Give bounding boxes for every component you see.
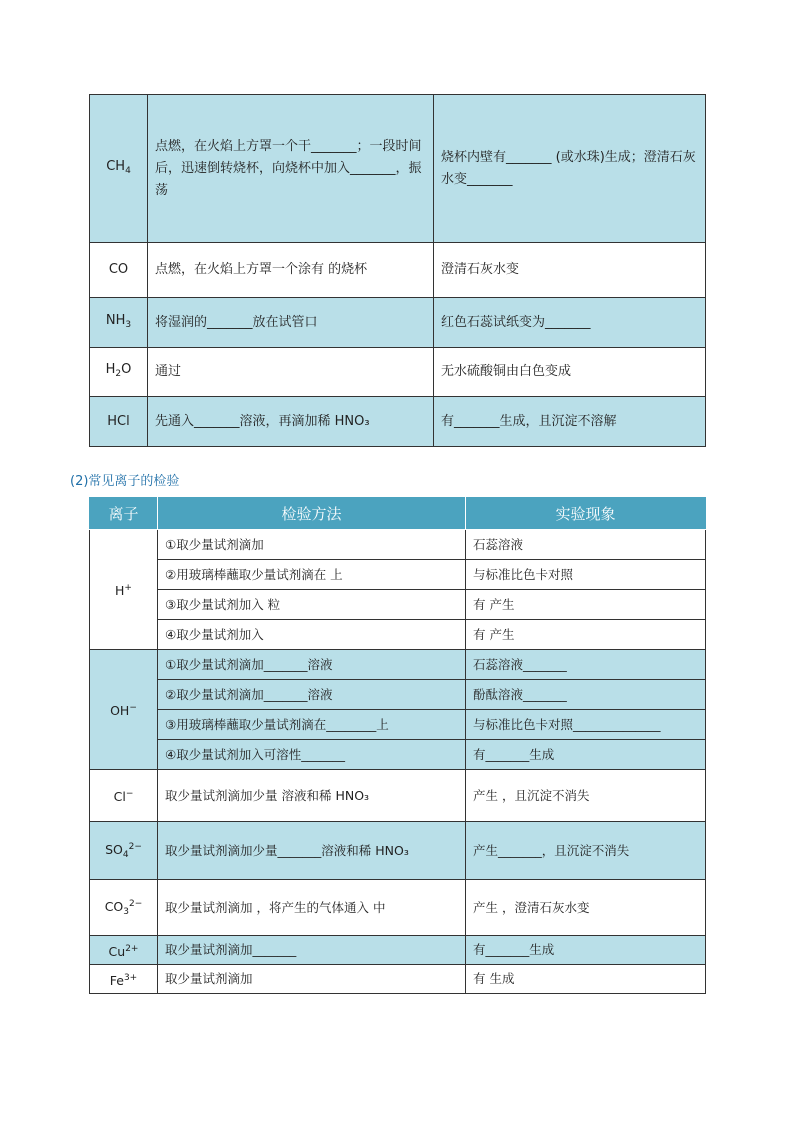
- test-result: 与标准比色卡对照: [466, 560, 706, 590]
- formula-base: NH: [105, 312, 126, 328]
- formula-superscript: 2−: [129, 898, 143, 909]
- formula-superscript: 3+: [123, 972, 138, 983]
- formula-base: H: [115, 583, 125, 598]
- table-row: [90, 880, 706, 936]
- test-result: 石蕊溶液: [466, 530, 706, 560]
- table-row: [90, 560, 706, 590]
- table-row: [90, 770, 706, 822]
- formula-base: SO: [105, 841, 123, 857]
- table-row: [90, 710, 706, 740]
- formula-subscript: 4: [125, 165, 131, 176]
- test-method: 取少量试剂滴加: [158, 965, 466, 994]
- test-method: 先通入_______溶液，再滴加稀 HNO₃: [148, 397, 434, 447]
- test-method: ③用玻璃棒蘸取少量试剂滴在________上: [158, 710, 466, 740]
- test-method: ①取少量试剂滴加: [158, 530, 466, 560]
- table-header: [90, 498, 706, 530]
- test-result: 无水硫酸铜由白色变成: [434, 348, 706, 397]
- test-method: ②取少量试剂滴加_______溶液: [158, 680, 466, 710]
- formula-superscript: 2−: [128, 841, 142, 852]
- test-result: 与标准比色卡对照______________: [466, 710, 706, 740]
- formula-base: Cl: [113, 789, 126, 804]
- formula-subscript: 3: [125, 319, 132, 330]
- ion-formula: [90, 530, 158, 650]
- test-method: 取少量试剂滴加少量 溶液和稀 HNO₃: [158, 770, 466, 822]
- formula-base: Fe: [109, 972, 124, 988]
- test-method: 将湿润的_______放在试管口: [148, 298, 434, 348]
- table-row: [90, 740, 706, 770]
- test-result: 有 生成: [466, 965, 706, 994]
- table-row: [90, 620, 706, 650]
- formula-base: Cu: [108, 943, 126, 959]
- test-method: ③取少量试剂加入 粒: [158, 590, 466, 620]
- test-result: 烧杯内壁有_______ (或水珠)生成；澄清石灰水变_______: [434, 95, 706, 243]
- formula-base: CO: [104, 898, 124, 914]
- table-row: [90, 397, 706, 447]
- test-method: ②用玻璃棒蘸取少量试剂滴在 上: [158, 560, 466, 590]
- ion-formula: [90, 880, 158, 936]
- test-result: 产生 ，澄清石灰水变: [466, 880, 706, 936]
- test-result: 酚酞溶液_______: [466, 680, 706, 710]
- formula-base: CO: [108, 262, 129, 277]
- formula-superscript: +: [124, 583, 132, 593]
- test-method: ①取少量试剂滴加_______溶液: [158, 650, 466, 680]
- table-row: [90, 680, 706, 710]
- ion-formula: [90, 770, 158, 822]
- gas-formula: [90, 397, 148, 447]
- table-row: [90, 590, 706, 620]
- column-header: 检验方法: [158, 498, 466, 530]
- gas-formula: [90, 243, 148, 298]
- ion-formula: [90, 650, 158, 770]
- table-row: [90, 650, 706, 680]
- formula-subscript: 4: [122, 849, 129, 860]
- table-row: [90, 822, 706, 880]
- formula-tail: O: [121, 362, 132, 377]
- column-header: 实验现象: [466, 498, 706, 530]
- table-row: [90, 965, 706, 994]
- table-row: [90, 348, 706, 397]
- table-row: [90, 936, 706, 965]
- test-result: 石蕊溶液_______: [466, 650, 706, 680]
- test-method: 点燃，在火焰上方罩一个涂有 的烧杯: [148, 243, 434, 298]
- test-method: ④取少量试剂加入可溶性_______: [158, 740, 466, 770]
- test-result: 有_______生成: [466, 936, 706, 965]
- ion-test-table: [89, 497, 706, 994]
- ion-formula: [90, 965, 158, 994]
- test-method: 取少量试剂滴加_______: [158, 936, 466, 965]
- test-result: 有_______生成: [466, 740, 706, 770]
- section-title: (2)常见离子的检验: [70, 474, 180, 489]
- gas-formula: [90, 348, 148, 397]
- column-header: 离子: [90, 498, 158, 530]
- test-method: 取少量试剂滴加 ，将产生的气体通入 中: [158, 880, 466, 936]
- gas-formula: [90, 95, 148, 243]
- test-result: 有_______生成，且沉淀不溶解: [434, 397, 706, 447]
- formula-superscript: −: [129, 703, 137, 713]
- formula-base: HCl: [107, 413, 130, 429]
- gas-test-table: [89, 94, 706, 447]
- formula-base: OH: [110, 703, 130, 718]
- ion-formula: [90, 822, 158, 880]
- formula-superscript: 2+: [125, 943, 139, 954]
- test-method: 取少量试剂滴加少量_______溶液和稀 HNO₃: [158, 822, 466, 880]
- test-result: 产生_______，且沉淀不消失: [466, 822, 706, 880]
- test-result: 有 产生: [466, 590, 706, 620]
- formula-subscript: 3: [123, 906, 130, 917]
- test-result: 澄清石灰水变: [434, 243, 706, 298]
- test-method: 通过: [148, 348, 434, 397]
- formula-base: CH: [106, 158, 126, 174]
- gas-formula: [90, 298, 148, 348]
- test-result: 红色石蕊试纸变为_______: [434, 298, 706, 348]
- table-row: [90, 530, 706, 560]
- ion-formula: [90, 936, 158, 965]
- formula-subscript: 2: [115, 369, 122, 379]
- test-result: 产生 ，且沉淀不消失: [466, 770, 706, 822]
- table-row: [90, 95, 706, 243]
- formula-superscript: −: [125, 789, 134, 799]
- table-row: [90, 298, 706, 348]
- test-method: 点燃，在火焰上方罩一个干_______；一段时间后，迅速倒转烧杯，向烧杯中加入_______，振荡: [148, 95, 434, 243]
- formula-base: H: [105, 362, 116, 377]
- test-method: ④取少量试剂加入: [158, 620, 466, 650]
- table-row: [90, 243, 706, 298]
- test-result: 有 产生: [466, 620, 706, 650]
